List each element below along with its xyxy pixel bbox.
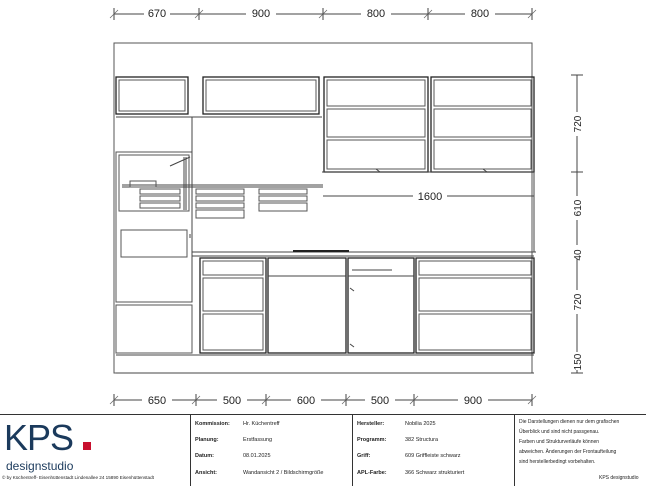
dim-right-4: 720 <box>573 293 584 311</box>
field-label-hersteller: Hersteller: <box>357 421 385 427</box>
kps-logo: KPS <box>4 417 74 458</box>
dim-bottom-3: 600 <box>296 395 316 407</box>
field-value-planung: Erstfassung <box>243 437 273 443</box>
title-block <box>0 414 646 486</box>
dim-worktop: 1600 <box>417 191 443 203</box>
logo-subtitle: designstudio <box>6 459 74 473</box>
note-line-3: Farben und Strukturverläufe können <box>519 439 600 445</box>
dim-bottom-5: 900 <box>463 395 483 407</box>
kitchen-rail-accessories <box>122 157 323 218</box>
field-label-programm: Programm: <box>357 437 387 443</box>
dim-top-1: 670 <box>147 8 167 20</box>
field-label-griff: Griff: <box>357 453 371 459</box>
dim-bottom-1: 650 <box>147 395 167 407</box>
field-label-datum: Datum: <box>195 453 214 459</box>
dim-bottom-2: 500 <box>222 395 242 407</box>
field-label-ansicht: Ansicht: <box>195 470 217 476</box>
field-value-griff: 609 Griffleiste schwarz <box>405 453 461 459</box>
field-label-apl-farbe: APL-Farbe: <box>357 470 387 476</box>
dim-top-3: 800 <box>366 8 386 20</box>
dim-right-1: 720 <box>573 115 584 133</box>
tall-cabinet-lower <box>116 305 534 373</box>
field-value-datum: 08.01.2025 <box>243 453 271 459</box>
logo-dot-icon <box>83 442 91 450</box>
field-value-kommission: Hr. Küchentreff <box>243 421 280 427</box>
dim-top-2: 900 <box>251 8 271 20</box>
notes-signature: KPS designstudio <box>599 475 639 481</box>
notes-panel <box>514 415 646 486</box>
note-line-4: abweichen. Änderungen der Frontaufteilung <box>519 449 617 455</box>
field-value-ansicht: Wandansicht 2 / Bildschirmgröße <box>243 470 324 476</box>
backsplash-panel <box>116 117 536 302</box>
dim-top-4: 800 <box>470 8 490 20</box>
note-line-2: Überblick und sind nicht passgenau. <box>519 429 600 435</box>
dim-right-2: 610 <box>573 199 584 217</box>
manufacturer-fields <box>352 415 514 486</box>
right-dimension-line <box>571 75 584 373</box>
field-value-apl-farbe: 366 Schwarz strukturiert <box>405 470 465 476</box>
field-label-planung: Planung: <box>195 437 219 443</box>
note-line-1: Die Darstellungen dienen nur dem grafischen <box>519 419 620 425</box>
copyright-text: © by Küchentreff- Eisenhüttenstadt Lindenallee 24 15890 Eisenhüttenstadt <box>2 475 154 480</box>
cooktop <box>293 250 349 252</box>
field-value-programm: 382 Structura <box>405 437 439 443</box>
logo-area <box>0 415 190 486</box>
dim-bottom-4: 500 <box>370 395 390 407</box>
project-fields <box>190 415 352 486</box>
top-dimension-line <box>110 6 536 20</box>
dim-right-3: 40 <box>573 249 584 261</box>
field-value-hersteller: Nobilia 2025 <box>405 421 436 427</box>
dim-right-5: 150 <box>573 353 584 371</box>
wall-cabinets <box>116 77 534 172</box>
field-label-kommission: Kommission: <box>195 421 230 427</box>
note-line-5: sind herstellerbedingt vorbehalten. <box>519 459 596 465</box>
bottom-dimension-line <box>110 393 536 407</box>
worktop-dimension <box>323 189 534 203</box>
